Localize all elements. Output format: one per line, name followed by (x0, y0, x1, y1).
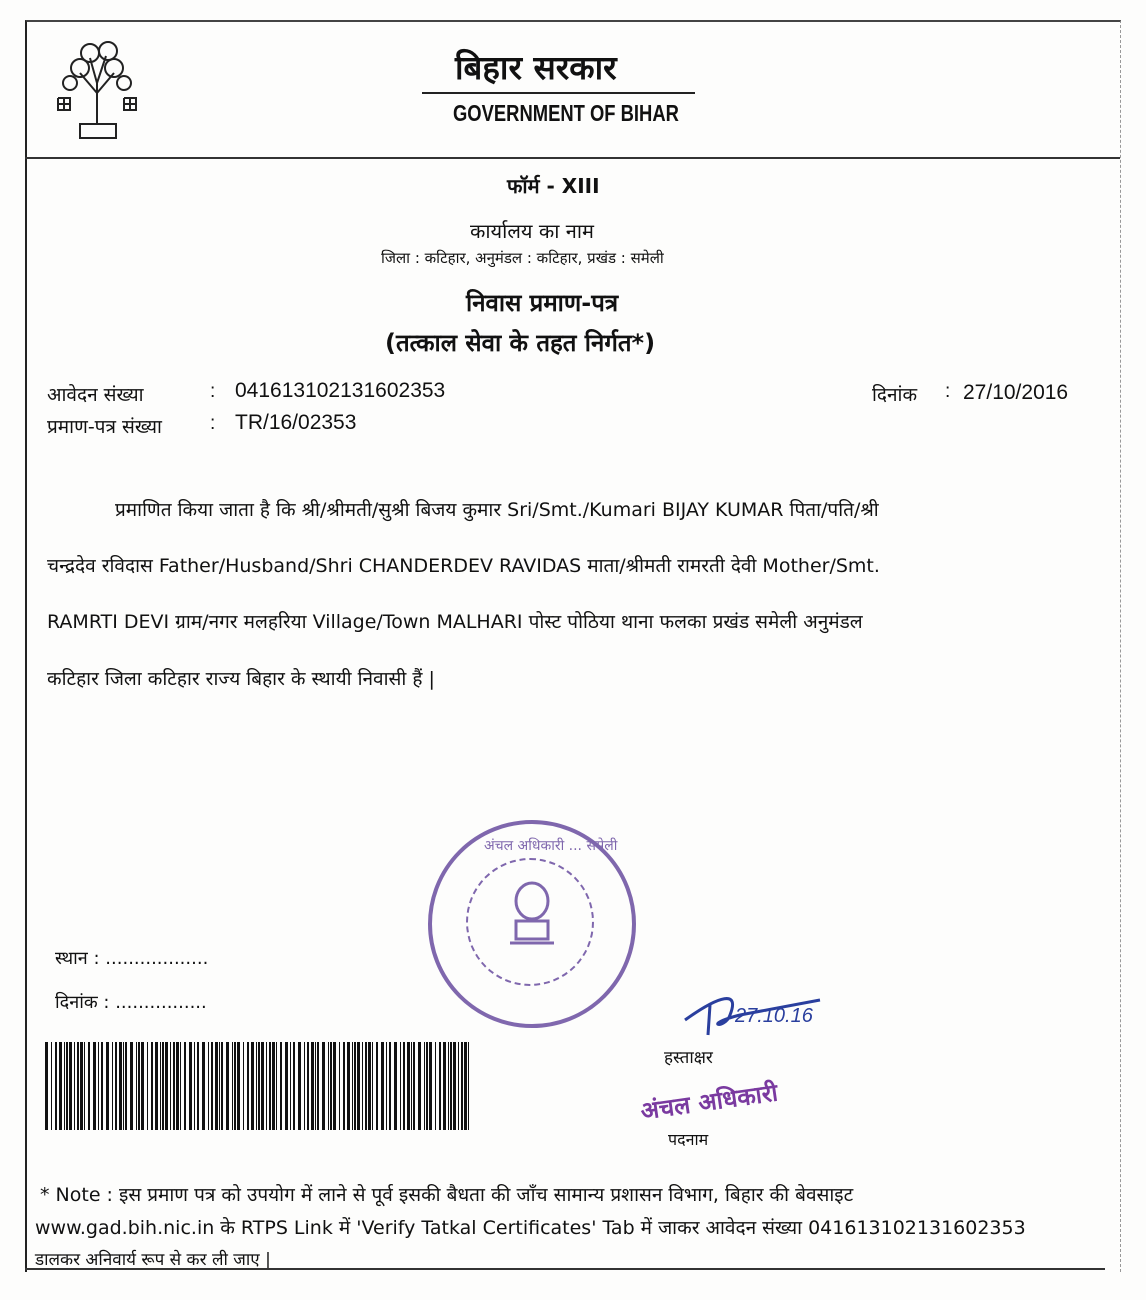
barcode-bar (247, 1042, 249, 1130)
barcode-bar (221, 1042, 223, 1130)
barcode-bar (202, 1042, 205, 1130)
bihar-emblem-icon (50, 38, 145, 143)
barcode-bar (394, 1042, 397, 1130)
barcode-bar (64, 1042, 65, 1130)
barcode-bar (330, 1042, 332, 1130)
barcode-bar (352, 1042, 353, 1130)
barcode-bar (450, 1042, 452, 1130)
colon: : (210, 413, 216, 434)
barcode-bar (424, 1042, 425, 1130)
barcode-bar (141, 1042, 144, 1130)
official-designation-stamp: अंचल अधिकारी (638, 1078, 780, 1126)
barcode-bar (173, 1042, 175, 1130)
place-field: स्थान : .................. (55, 948, 209, 969)
barcode-bar (215, 1042, 218, 1130)
barcode-bar (389, 1042, 391, 1130)
barcode-bar (315, 1042, 316, 1130)
barcode-bar (435, 1042, 436, 1130)
barcode-bar (189, 1042, 192, 1130)
barcode-bar (119, 1042, 122, 1130)
barcode (45, 1042, 470, 1130)
barcode-bar (251, 1042, 254, 1130)
barcode-bar (261, 1042, 264, 1130)
barcode-bar (130, 1042, 133, 1130)
barcode-bar (280, 1042, 282, 1130)
barcode-bar (426, 1042, 428, 1130)
barcode-bar (290, 1042, 291, 1130)
office-detail: जिला : कटिहार, अनुमंडल : कटिहार, प्रखंड : समेली (381, 249, 664, 267)
barcode-bar (403, 1042, 405, 1130)
barcode-bar (136, 1042, 137, 1130)
barcode-bar (386, 1042, 387, 1130)
barcode-bar (439, 1042, 441, 1130)
barcode-bar (285, 1042, 288, 1130)
barcode-bar (155, 1042, 158, 1130)
barcode-bar (400, 1042, 401, 1130)
barcode-bar (184, 1042, 186, 1130)
barcode-bar (197, 1042, 199, 1130)
barcode-bar (151, 1042, 153, 1130)
certificate-title: निवास प्रमाण-पत्र (466, 289, 619, 317)
barcode-bar (208, 1042, 209, 1130)
handwritten-date: 27.10.16 (735, 1005, 813, 1027)
note-line-2: www.gad.bih.nic.in के RTPS Link में 'Verify Tatkal Certificates' Tab में जाकर आवेदन संख्या 041613102131602353 (35, 1217, 1026, 1239)
application-number: 041613102131602353 (235, 379, 446, 402)
barcode-bar (93, 1042, 96, 1130)
body-line-4: कटिहार जिला कटिहार राज्य बिहार के स्थायी निवासी हैं | (47, 668, 435, 690)
barcode-bar (357, 1042, 360, 1130)
barcode-bar (234, 1042, 236, 1130)
barcode-bar (376, 1042, 378, 1130)
barcode-bar (258, 1042, 260, 1130)
barcode-bar (211, 1042, 213, 1130)
barcode-bar (411, 1042, 412, 1130)
barcode-bar (304, 1042, 305, 1130)
barcode-bar (276, 1042, 277, 1130)
barcode-bar (354, 1042, 356, 1130)
barcode-bar (311, 1042, 314, 1130)
barcode-bar (343, 1042, 345, 1130)
barcode-bar (147, 1042, 148, 1130)
barcode-bar (328, 1042, 329, 1130)
barcode-bar (362, 1042, 363, 1130)
note-line-1: * Note : इस प्रमाण पत्र को उपयोग में लाने से पूर्व इसकी बैधता की जाँच सामान्य प्रशासन विभाग, बिहार की बेवसाइट (40, 1184, 854, 1206)
barcode-bar (219, 1042, 220, 1130)
barcode-bar (180, 1042, 181, 1130)
application-number-label: आवेदन संख्या (47, 384, 144, 406)
barcode-bar (468, 1042, 469, 1130)
barcode-bar (194, 1042, 195, 1130)
barcode-bar (413, 1042, 415, 1130)
header-title-english: GOVERNMENT OF BIHAR (453, 100, 679, 126)
certificate-number-label: प्रमाण-पत्र संख्या (47, 416, 162, 438)
barcode-bar (339, 1042, 340, 1130)
body-line-3: RAMRTI DEVI ग्राम/नगर मलहरिया Village/Town MALHARI पोस्ट पोठिया थाना फलका प्रखंड समेली अनुमंडल (47, 611, 863, 633)
barcode-bar (162, 1042, 164, 1130)
header-divider (25, 157, 1120, 159)
date-label: दिनांक (872, 384, 918, 406)
barcode-bar (443, 1042, 446, 1130)
body-line-1: प्रमाणित किया जाता है कि श्री/श्रीमती/सुश्री बिजय कुमार Sri/Smt./Kumari BIJAY KUMAR पिता/पति/श्री (115, 499, 879, 521)
barcode-bar (232, 1042, 233, 1130)
office-label: कार्यालय का नाम (470, 219, 594, 243)
barcode-bar (453, 1042, 456, 1130)
barcode-bar (256, 1042, 257, 1130)
barcode-bar (165, 1042, 168, 1130)
colon: : (945, 381, 951, 402)
office-seal-stamp (428, 820, 636, 1028)
barcode-bar (381, 1042, 384, 1130)
barcode-bar (269, 1042, 271, 1130)
barcode-bar (59, 1042, 62, 1130)
barcode-bar (333, 1042, 336, 1130)
barcode-bar (84, 1042, 85, 1130)
barcode-bar (461, 1042, 463, 1130)
issue-date: 27/10/2016 (963, 381, 1069, 404)
barcode-bar (458, 1042, 459, 1130)
barcode-bar (322, 1042, 325, 1130)
barcode-bar (45, 1042, 48, 1130)
barcode-bar (106, 1042, 109, 1130)
note-divider (25, 1268, 1105, 1270)
barcode-bar (170, 1042, 171, 1130)
barcode-bar (88, 1042, 90, 1130)
body-line-2: चन्द्रदेव रविदास Father/Husband/Shri CHANDERDEV RAVIDAS माता/श्रीमती रामरती देवी Mother/Smt. (47, 555, 880, 577)
barcode-bar (365, 1042, 367, 1130)
barcode-bar (176, 1042, 179, 1130)
date-field: दिनांक : ................ (55, 992, 207, 1013)
signature-label: हस्ताक्षर (664, 1048, 713, 1068)
barcode-bar (347, 1042, 350, 1130)
seal-text: अंचल अधिकारी ... समेली (484, 838, 618, 854)
barcode-bar (418, 1042, 421, 1130)
barcode-bar (51, 1042, 52, 1130)
barcode-bar (160, 1042, 161, 1130)
barcode-bar (77, 1042, 79, 1130)
barcode-bar (69, 1042, 72, 1130)
barcode-bar (112, 1042, 113, 1130)
designation-label: पदनाम (668, 1130, 709, 1149)
barcode-bar (123, 1042, 124, 1130)
barcode-bar (464, 1042, 467, 1130)
ashoka-emblem-icon (504, 879, 560, 959)
barcode-bar (55, 1042, 57, 1130)
barcode-bar (266, 1042, 267, 1130)
barcode-bar (272, 1042, 275, 1130)
certificate-subtitle: (तत्काल सेवा के तहत निर्गत*) (385, 329, 656, 357)
barcode-bar (125, 1042, 127, 1130)
barcode-bar (74, 1042, 75, 1130)
barcode-bar (237, 1042, 240, 1130)
barcode-bar (138, 1042, 140, 1130)
barcode-bar (448, 1042, 449, 1130)
barcode-bar (80, 1042, 83, 1130)
barcode-bar (243, 1042, 244, 1130)
barcode-bar (115, 1042, 117, 1130)
barcode-bar (66, 1042, 68, 1130)
barcode-bar (98, 1042, 99, 1130)
barcode-bar (407, 1042, 410, 1130)
barcode-bar (226, 1042, 229, 1130)
barcode-bar (298, 1042, 301, 1130)
certificate-number: TR/16/02353 (235, 411, 357, 434)
title-underline (422, 92, 695, 94)
barcode-bar (293, 1042, 295, 1130)
header-title-hindi: बिहार सरकार (455, 48, 617, 87)
form-number: फॉर्म - XIII (507, 174, 600, 198)
barcode-bar (317, 1042, 319, 1130)
colon: : (210, 381, 216, 402)
note-line-3: डालकर अनिवार्य रूप से कर ली जाए | (35, 1250, 271, 1270)
barcode-bar (307, 1042, 309, 1130)
barcode-bar (429, 1042, 432, 1130)
barcode-bar (372, 1042, 373, 1130)
barcode-bar (101, 1042, 103, 1130)
barcode-bar (368, 1042, 371, 1130)
